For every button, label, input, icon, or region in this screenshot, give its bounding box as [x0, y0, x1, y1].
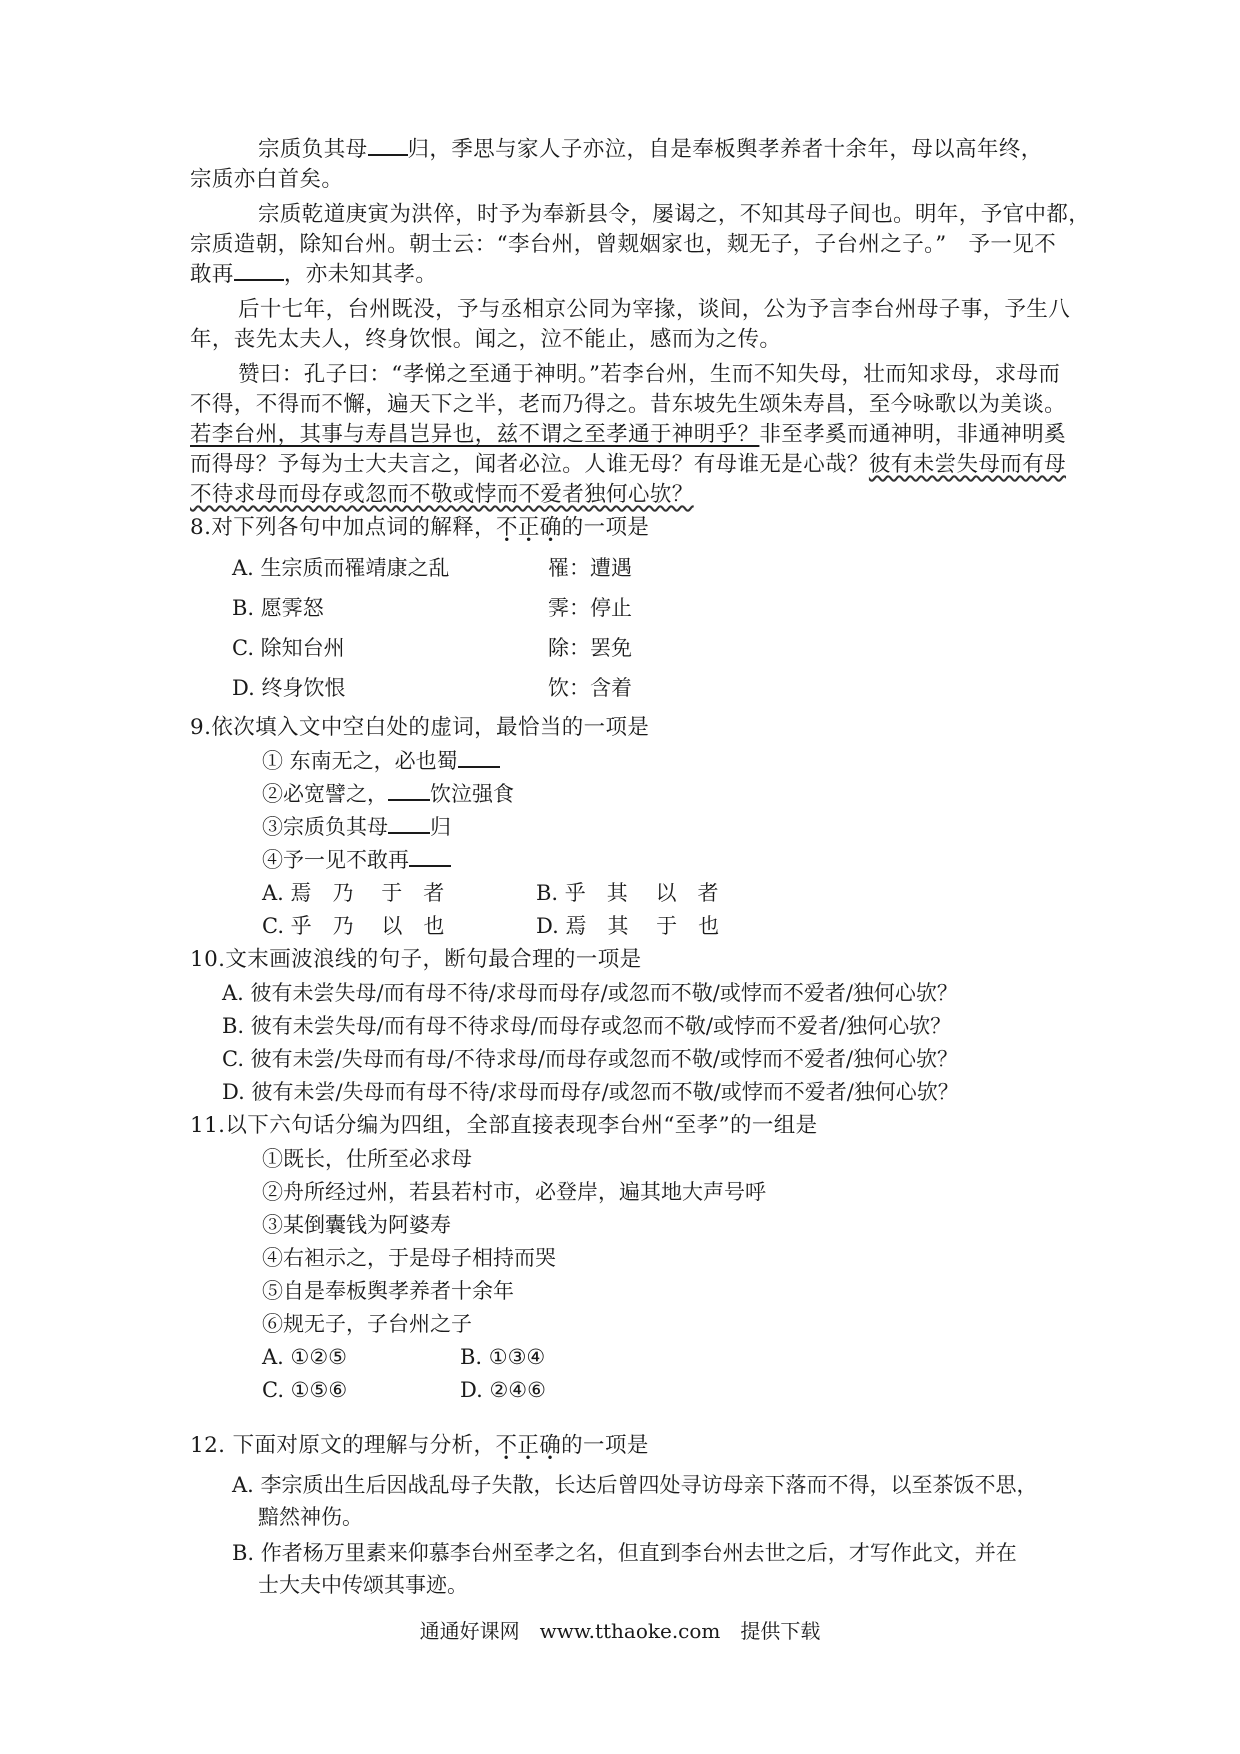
passage-line: 后十七年，台州既没，予与丞相京公同为宰掾，谈间，公为予言李台州母子事，予生八	[238, 297, 1071, 322]
q8-option-d: D. 终身饮恨	[232, 676, 346, 700]
stem-text: 的一项是	[561, 1433, 649, 1458]
passage-line	[190, 420, 1070, 450]
q9-sentence-1: ① 东南无之，必也蜀	[262, 746, 500, 776]
passage-text: 敢再	[190, 262, 234, 287]
q10-option-d: D. 彼有未尝/失母而有母不待/求母而母存/或忽而不敬/或悖而不爱者/独何心欤？	[222, 1080, 959, 1104]
question-12-stem	[190, 1431, 1070, 1461]
passage-text: ，亦未知其孝。	[283, 262, 438, 287]
q12-option-a-line2: 黯然神伤。	[258, 1505, 363, 1529]
question-10-stem: 10.文末画波浪线的句子，断句最合理的一项是	[190, 947, 642, 972]
passage-text: 归，季思与家人子亦泣，自是奉板舆孝养者十余年，母以高年终，	[407, 137, 1043, 162]
wavy-underlined-sentence: 彼有未尝失母而有母	[868, 452, 1067, 477]
emphasis-dots: 不正确	[496, 515, 562, 540]
question-9-stem: 9.依次填入文中空白处的虚词，最恰当的一项是	[190, 715, 650, 740]
q10-option-a: A. 彼有未尝失母/而有母不待/求母而母存/或忽而不敬/或悖而不爱者/独何心欤？	[222, 981, 958, 1005]
fill-blank	[368, 136, 408, 156]
q8-option-c-meaning: 除：罢免	[548, 636, 632, 660]
stem-text: 12. 下面对原文的理解与分析，	[190, 1433, 496, 1458]
fill-blank	[409, 847, 451, 867]
underlined-sentence: 若李台州，其事与寿昌岂异也，兹不谓之至孝通于神明乎？	[190, 422, 760, 447]
passage-text: 宗质负其母	[258, 137, 368, 162]
q11-option-c: C. ①⑤⑥	[262, 1378, 348, 1402]
fill-blank	[234, 261, 284, 281]
q8-option-b: B. 愿霁怒	[232, 596, 324, 620]
passage-line	[258, 135, 1138, 165]
q12-option-a-line1: A. 李宗质出生后因战乱母子失散，长达后曾四处寻访母亲下落而不得，以至茶饭不思，	[232, 1473, 1038, 1497]
fill-blank	[388, 781, 430, 801]
q11-item-6: ⑥规无子，子台州之子	[262, 1312, 472, 1336]
q11-item-4: ④右袒示之，于是母子相持而哭	[262, 1246, 556, 1270]
q11-option-b: B. ①③④	[460, 1345, 546, 1369]
q11-item-3: ③某倒囊钱为阿婆寿	[262, 1213, 451, 1237]
fill-blank	[388, 814, 430, 834]
q9-sentence-4: ④予一见不敢再	[262, 845, 451, 875]
q8-option-d-meaning: 饮：含着	[548, 676, 632, 700]
q8-option-b-meaning: 霁：停止	[548, 596, 632, 620]
q9-option-a: A. 焉 乃 于 者	[262, 881, 445, 905]
passage-line: 宗质造朝，除知台州。朝士云：“李台州，曾觌姻家也，觌无子，子台州之子。” 予一见不	[190, 232, 1057, 257]
page-footer: 通通好课网 www.tthaoke.com 提供下载	[419, 1619, 821, 1643]
fill-blank	[458, 748, 500, 768]
q9-option-b: B. 乎 其 以 者	[536, 881, 719, 905]
passage-line	[190, 450, 1070, 480]
q9-sentence-3: ③宗质负其母 归	[262, 815, 451, 839]
q11-item-5: ⑤自是奉板舆孝养者十余年	[262, 1279, 514, 1303]
passage-text: 而得母？予每为士大夫言之，闻者必泣。人谁无母？有母谁无是心哉？	[190, 452, 869, 477]
q11-item-2: ②舟所经过州，若县若村市，必登岸，遍其地大声号呼	[262, 1180, 766, 1204]
q10-option-b: B. 彼有未尝失母/而有母不待求母/而母存或忽而不敬/或悖而不爱者/独何心欤？	[222, 1014, 952, 1038]
q8-option-a: A. 生宗质而罹靖康之乱	[232, 556, 450, 580]
stem-text: 8.对下列各句中加点词的解释，	[190, 515, 497, 540]
q9-option-c: C. 乎 乃 以 也	[262, 914, 445, 938]
passage-text: 非至孝奚而通神明，非通神明奚	[759, 422, 1067, 447]
passage-line	[190, 260, 1070, 290]
passage-line: 不得，不得而不懈，遍天下之半，老而乃得之。昔东坡先生颂朱寿昌，至今咏歌以为美谈。	[190, 392, 1067, 417]
passage-line: 宗质亦白首矣。	[190, 167, 344, 192]
emphasis-dots: 不正确	[495, 1433, 562, 1458]
q9-sentence-2: ②必宽譬之， 饮泣强食	[262, 782, 514, 806]
q9-option-d: D. 焉 其 于 也	[536, 914, 720, 938]
question-11-stem: 11.以下六句话分编为四组，全部直接表现李台州“至孝”的一组是	[190, 1113, 818, 1138]
passage-line	[190, 480, 1070, 510]
q11-option-d: D. ②④⑥	[460, 1378, 546, 1402]
question-8-stem	[190, 513, 1070, 543]
q10-option-c: C. 彼有未尝/失母而有母/不待求母/而母存或忽而不敬/或悖而不爱者/独何心欤？	[222, 1047, 959, 1071]
q12-option-b-line2: 士大夫中传颂其事迹。	[258, 1573, 468, 1597]
q12-option-b-line1: B. 作者杨万里素来仰慕李台州至孝之名，但直到李台州去世之后，才写作此文，并在	[232, 1541, 1017, 1565]
passage-line: 年，丧先太夫人，终身饮恨。闻之，泣不能止，感而为之传。	[190, 327, 782, 352]
stem-text: 的一项是	[561, 515, 650, 540]
wavy-underlined-sentence: 不待求母而母存或忽而不敬或悖而不爱者独何心欤？	[190, 482, 694, 507]
passage-line: 宗质乾道庚寅为洪倅，时予为奉新县令，屡谒之，不知其母子间也。明年，予官中都，	[258, 202, 1091, 227]
q8-option-a-meaning: 罹：遭遇	[548, 556, 632, 580]
passage-line: 赞曰：孔子曰：“孝悌之至通于神明。”若李台州，生而不知失母，壮而知求母，求母而	[238, 362, 1061, 387]
q8-option-c: C. 除知台州	[232, 636, 345, 660]
q11-option-a: A. ①②⑤	[262, 1345, 347, 1369]
q11-item-1: ①既长，仕所至必求母	[262, 1147, 472, 1171]
